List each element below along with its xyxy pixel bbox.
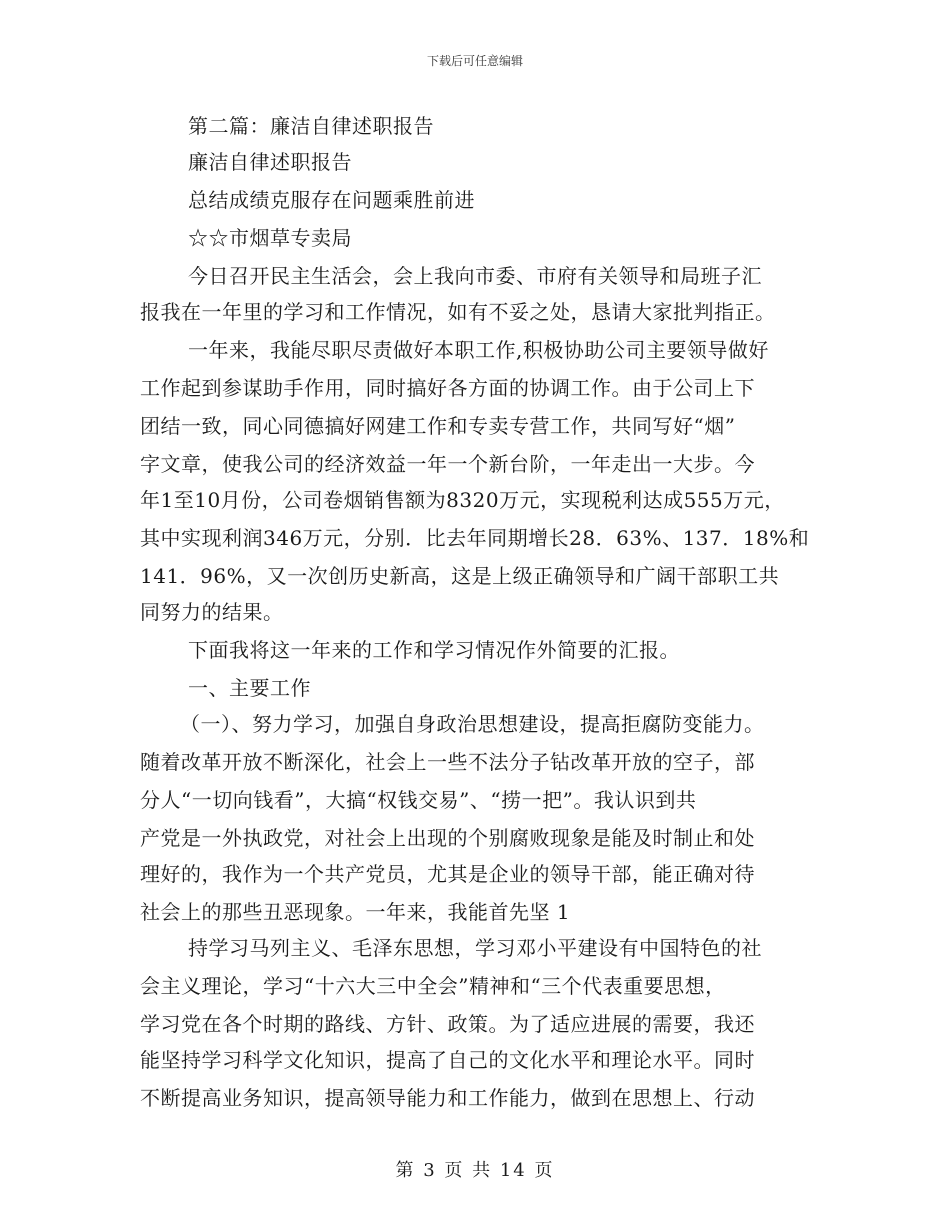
paragraph-line: 不断提高业务知识，提高领导能力和工作能力，做到在思想上、行动 [140, 1086, 755, 1110]
paragraph-line: 团结一致，同心同德搞好网建工作和专卖专营工作，共同写好“烟” [140, 414, 736, 438]
paragraph-line: 随着改革开放不断深化，社会上一些不法分子钻改革开放的空子，部 [140, 750, 755, 774]
paragraph-line: 理好的，我作为一个共产党员，尤其是企业的领导干部，能正确对待 [140, 862, 755, 886]
page-number-footer: 第 3 页 共 14 页 [395, 1160, 555, 1181]
section-heading: 一、主要工作 [188, 676, 311, 700]
paragraph-line: 同努力的结果。 [140, 600, 284, 624]
paragraph-line: 一年来，我能尽职尽责做好本职工作,积极协助公司主要领导做好 [188, 338, 769, 362]
paragraph-line: 年1至10月份，公司卷烟销售额为8320万元，实现税利达成555万元， [140, 488, 785, 512]
report-subtitle: 总结成绩克服存在问题乘胜前进 [188, 188, 475, 212]
paragraph-line: 字文章，使我公司的经济效益一年一个新台阶，一年走出一大步。今 [140, 452, 755, 476]
paragraph-line: 持学习马列主义、毛泽东思想，学习邓小平建设有中国特色的社 [188, 936, 762, 960]
paragraph-line: 学习党在各个时期的路线、方针、政策。为了适应进展的需要，我还 [140, 1012, 755, 1036]
subsection-heading: （一）、努力学习，加强自身政治思想建设，提高拒腐防变能力。 [180, 712, 765, 736]
paragraph-line: 下面我将这一年来的工作和学习情况作外简要的汇报。 [188, 638, 680, 662]
paragraph-line: 产党是一外执政党，对社会上出现的个别腐败现象是能及时制止和处 [140, 826, 755, 850]
paragraph-line: 工作起到参谋助手作用，同时搞好各方面的协调工作。由于公司上下 [140, 376, 755, 400]
paragraph-line: 会主义理论，学习“十六大三中全会”精神和“三个代表重要思想， [140, 974, 726, 998]
paragraph-line: 分人“一切向钱看”，大搞“权钱交易”、“捞一把”。我认识到共 [140, 788, 697, 812]
paragraph-line: 其中实现利润346万元，分别．比去年同期增长28．63%、137．18%和 [140, 526, 810, 550]
paragraph-line: 社会上的那些丑恶现象。一年来，我能首先坚 1 [140, 900, 571, 924]
paragraph-line: 能坚持学习科学文化知识，提高了自己的文化水平和理论水平。同时 [140, 1048, 755, 1072]
report-title: 廉洁自律述职报告 [188, 150, 352, 174]
paragraph-line: 报我在一年里的学习和工作情况，如有不妥之处，恳请大家批判指正。 [140, 300, 776, 324]
paragraph-line: 今日召开民主生活会，会上我向市委、市府有关领导和局班子汇 [188, 264, 762, 288]
page-header-note: 下载后可任意编辑 [426, 54, 523, 68]
section-title: 第二篇：廉洁自律述职报告 [188, 114, 434, 138]
report-author: ☆☆市烟草专卖局 [188, 226, 352, 250]
paragraph-line: 141．96%，又一次创历史新高，这是上级正确领导和广阔干部职工共 [140, 564, 780, 588]
